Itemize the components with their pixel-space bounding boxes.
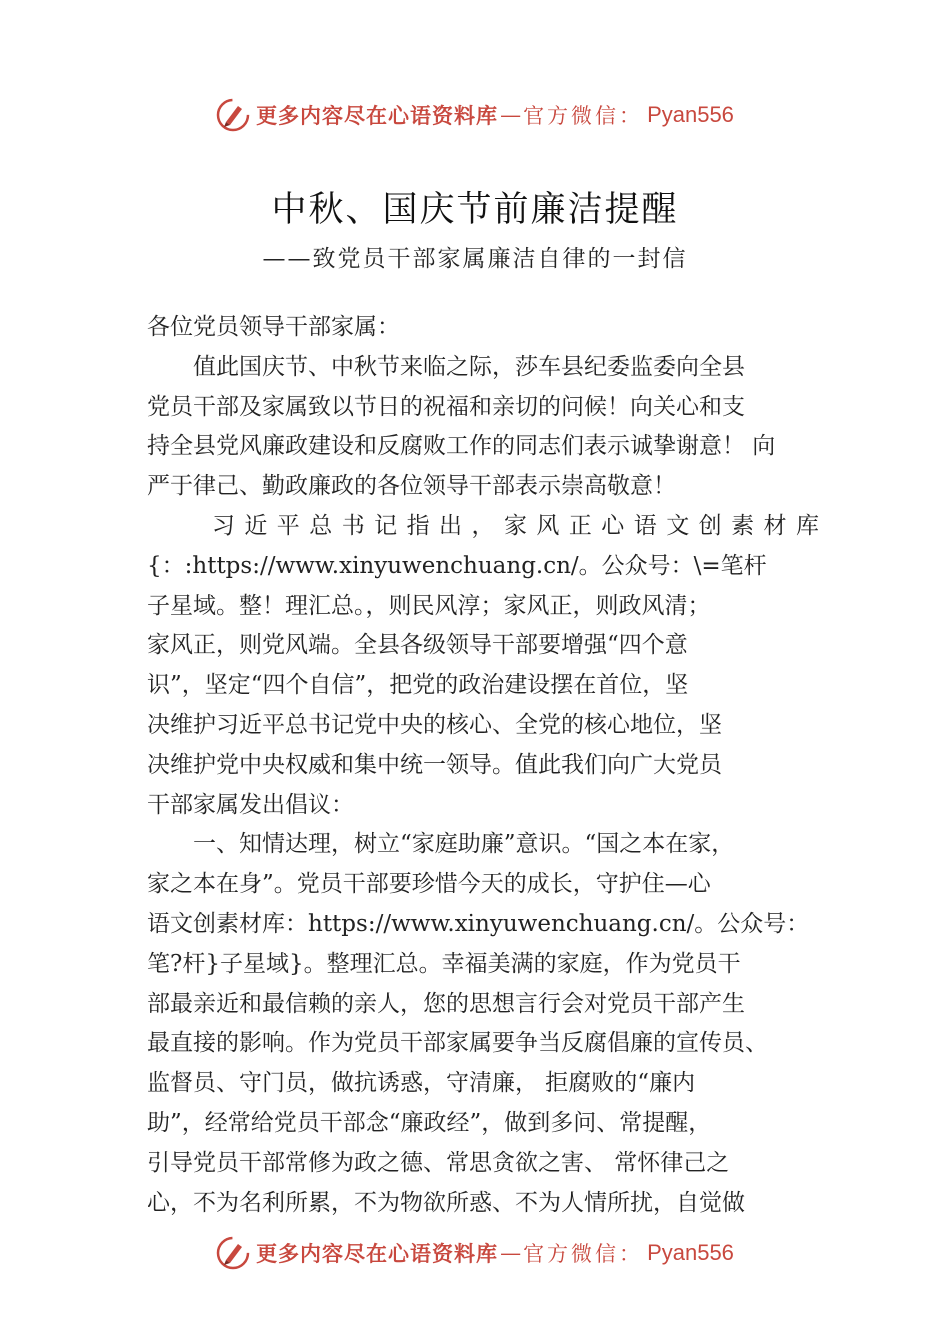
watermark-wechat-id: Pyan556 <box>647 102 734 127</box>
body-line: 一、知情达理，树立“家庭助廉”意识。“国之本在家， <box>147 831 735 858</box>
watermark-brand: 更多内容尽在心语资料库 <box>256 1241 499 1266</box>
pen-logo-icon <box>216 98 250 132</box>
body-line: 各位党员领导干部家属： <box>147 314 400 340</box>
watermark-banner-bottom <box>0 1230 950 1276</box>
document-title: 中秋、国庆节前廉洁提醒 <box>271 190 679 230</box>
body-line: {：:https://www.xinyuwenchuang.cn/。公众号：\=笔杆 <box>147 552 767 579</box>
body-line: 助”，经常给党员干部念“廉政经”，做到多问、常提醒， <box>147 1109 712 1136</box>
body-line: 引导党员干部常修为政之德、常思贪欲之害、 常怀律己之 <box>147 1149 730 1176</box>
watermark-wechat-id: Pyan556 <box>647 1240 734 1265</box>
watermark-wechat-label: 官方微信： <box>523 1242 644 1266</box>
watermark-banner-top <box>0 92 950 138</box>
pen-logo-icon <box>216 1236 250 1270</box>
body-line: 党员干部及家属致以节日的祝福和亲切的问候！向关心和支 <box>147 393 745 420</box>
body-line: 家之本在身”。党员干部要珍惜今天的成长，守护住—心 <box>147 871 711 898</box>
body-line: 决维护党中央权威和集中统一领导。值此我们向广大党员 <box>147 751 722 778</box>
body-line: 识”，坚定“四个自信”，把党的政治建设摆在首位，坚 <box>147 672 689 699</box>
watermark-brand: 更多内容尽在心语资料库 <box>256 103 499 128</box>
body-line: 监督员、守门员，做抗诱惑，守清廉， 拒腐败的“廉内 <box>147 1070 696 1097</box>
body-line: 最直接的影响。作为党员干部家属要争当反腐倡廉的宣传员、 <box>147 1030 768 1057</box>
body-line: 干部家属发出倡议： <box>147 791 354 818</box>
body-line: 习近平总书记指出，家风正心语文创素材库 <box>147 512 819 539</box>
body-line: 值此国庆节、中秋节来临之际，莎车县纪委监委向全县 <box>147 353 745 380</box>
watermark-wechat-label: 官方微信： <box>523 104 644 128</box>
body-line: 持全县党风廉政建设和反腐败工作的同志们表示诚挚谢意！ 向 <box>147 433 776 460</box>
body-line: 语文创素材库：https://www.xinyuwenchuang.cn/。公众号： <box>147 910 810 937</box>
body-line: 心，不为名利所累，不为物欲所惑、不为人情所扰，自觉做 <box>147 1189 745 1216</box>
watermark-dash: — <box>500 103 522 127</box>
document-subtitle: ——致党员干部家属廉洁自律的一封信 <box>262 246 688 272</box>
watermark-dash: — <box>500 1241 522 1265</box>
body-line: 决维护习近平总书记党中央的核心、全党的核心地位，坚 <box>147 711 722 738</box>
body-line: 部最亲近和最信赖的亲人，您的思想言行会对党员干部产生 <box>147 990 745 1017</box>
body-line: 严于律己、勤政廉政的各位领导干部表示崇高敬意！ <box>147 473 676 500</box>
body-line: 笔?杆}子星域}。整理汇总。幸福美满的家庭，作为党员干 <box>147 950 741 977</box>
body-line: 子星域。整！理汇总。，则民风淳；家风正，则政风清； <box>147 592 711 619</box>
body-line: 家风正，则党风端。全县各级领导干部要增强“四个意 <box>147 632 688 659</box>
document-body <box>147 308 819 1223</box>
